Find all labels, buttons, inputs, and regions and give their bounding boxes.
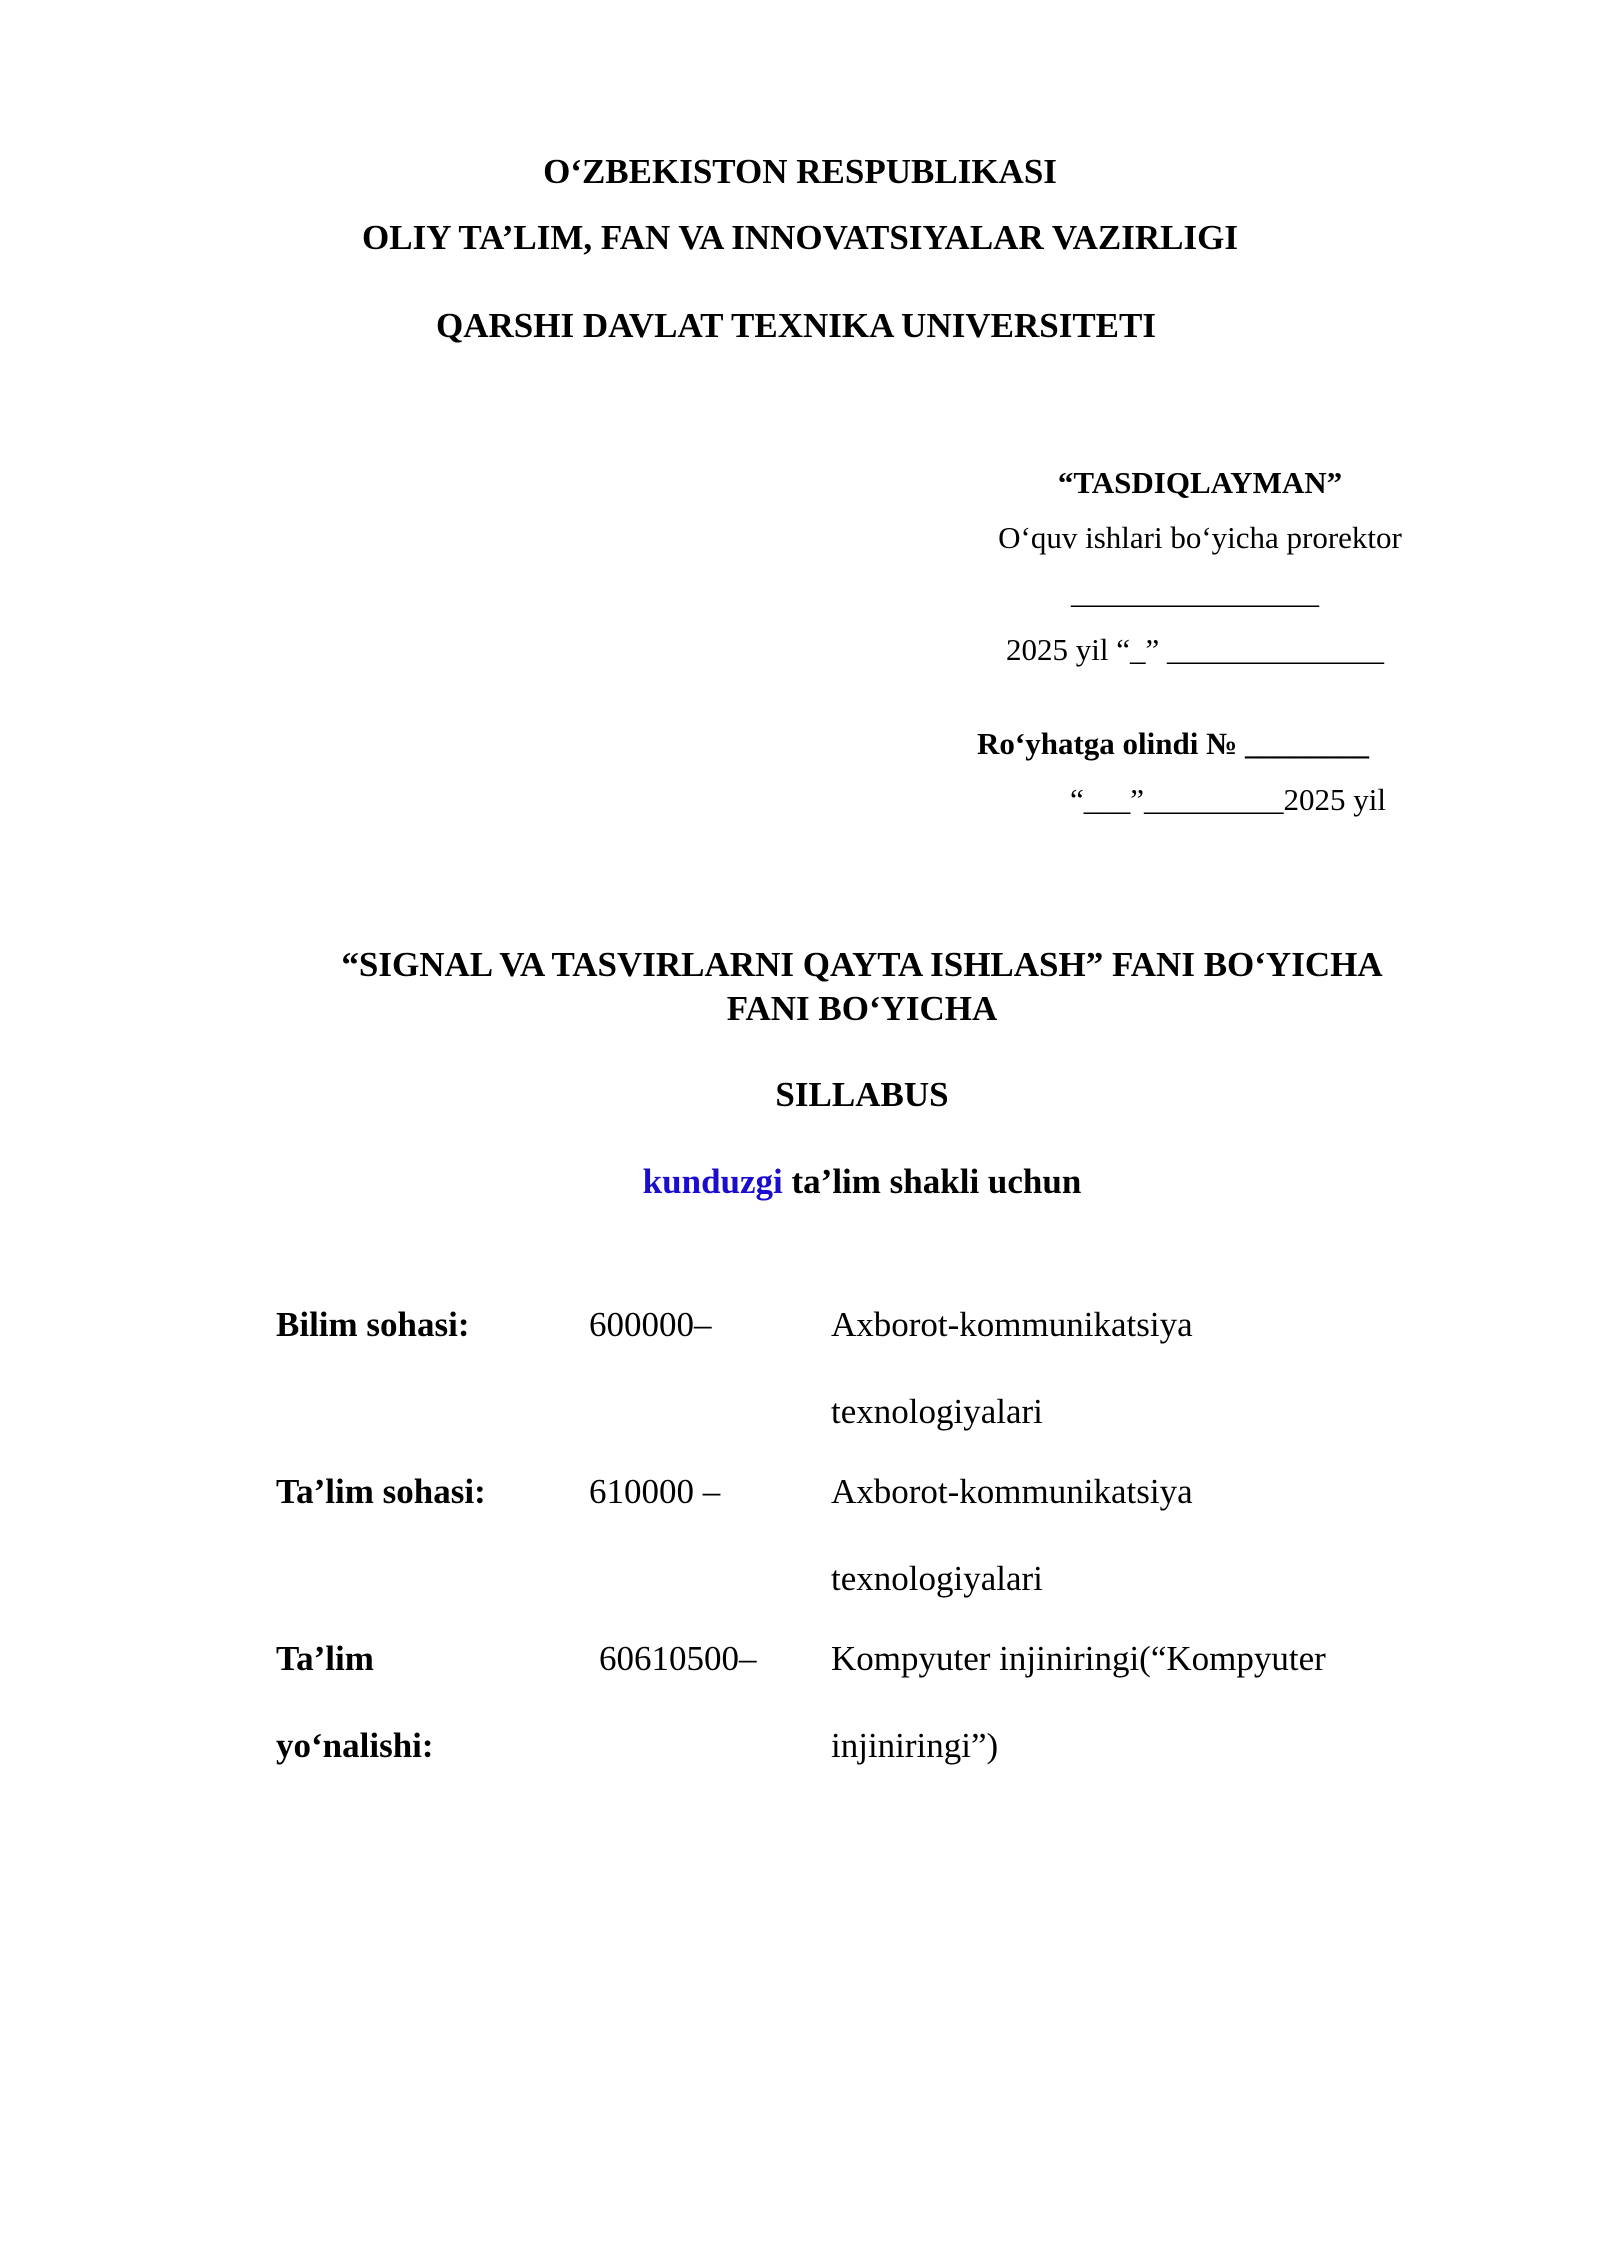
approval-title: “TASDIQLAYMAN” (1057, 465, 1343, 500)
course-title-continued: FANI BO‘YICHA (726, 989, 998, 1028)
course-title: “SIGNAL VA TASVIRLARNI QAYTA ISHLASH” FANI BO‘YICHA (341, 945, 1383, 984)
university-title: QARSHI DAVLAT TEXNIKA UNIVERSITETI (436, 306, 1156, 345)
row-value-continued: texnologiyalari (831, 1559, 1043, 1598)
ministry-title: OLIY TA’LIM, FAN VA INNOVATSIYALAR VAZIRLIGI (362, 218, 1238, 257)
signature-line: ________________ (1071, 575, 1319, 610)
country-title: O‘ZBEKISTON RESPUBLIKASI (543, 152, 1057, 191)
row-value-continued: texnologiyalari (831, 1392, 1043, 1431)
study-form-highlight: kunduzgi (642, 1162, 783, 1201)
row-label-continued: yo‘nalishi: (276, 1726, 434, 1765)
row-code: 60610500– (599, 1639, 757, 1678)
document-type: SILLABUS (775, 1075, 949, 1114)
approval-position: O‘quv ishlari bo‘yicha prorektor (998, 520, 1402, 555)
approval-date: 2025 yil “_” ______________ (1006, 632, 1384, 667)
row-code: 600000– (589, 1305, 712, 1344)
row-label: Ta’lim sohasi: (276, 1472, 486, 1511)
study-form (62, 1162, 1600, 1202)
row-value-continued: injiniringi”) (831, 1726, 999, 1765)
row-value: Axborot-kommunikatsiya (831, 1472, 1193, 1511)
row-label: Ta’lim (276, 1639, 374, 1678)
row-code: 610000 – (589, 1472, 721, 1511)
row-value: Kompyuter injiniringi(“Kompyuter (831, 1639, 1326, 1678)
registration-date: “___”_________2025 yil (1070, 782, 1386, 817)
row-value: Axborot-kommunikatsiya (831, 1305, 1193, 1344)
registration-label: Ro‘yhatga olindi № ________ (977, 726, 1369, 761)
study-form-rest: ta’lim shakli uchun (782, 1162, 1082, 1201)
row-label: Bilim sohasi: (276, 1305, 470, 1344)
